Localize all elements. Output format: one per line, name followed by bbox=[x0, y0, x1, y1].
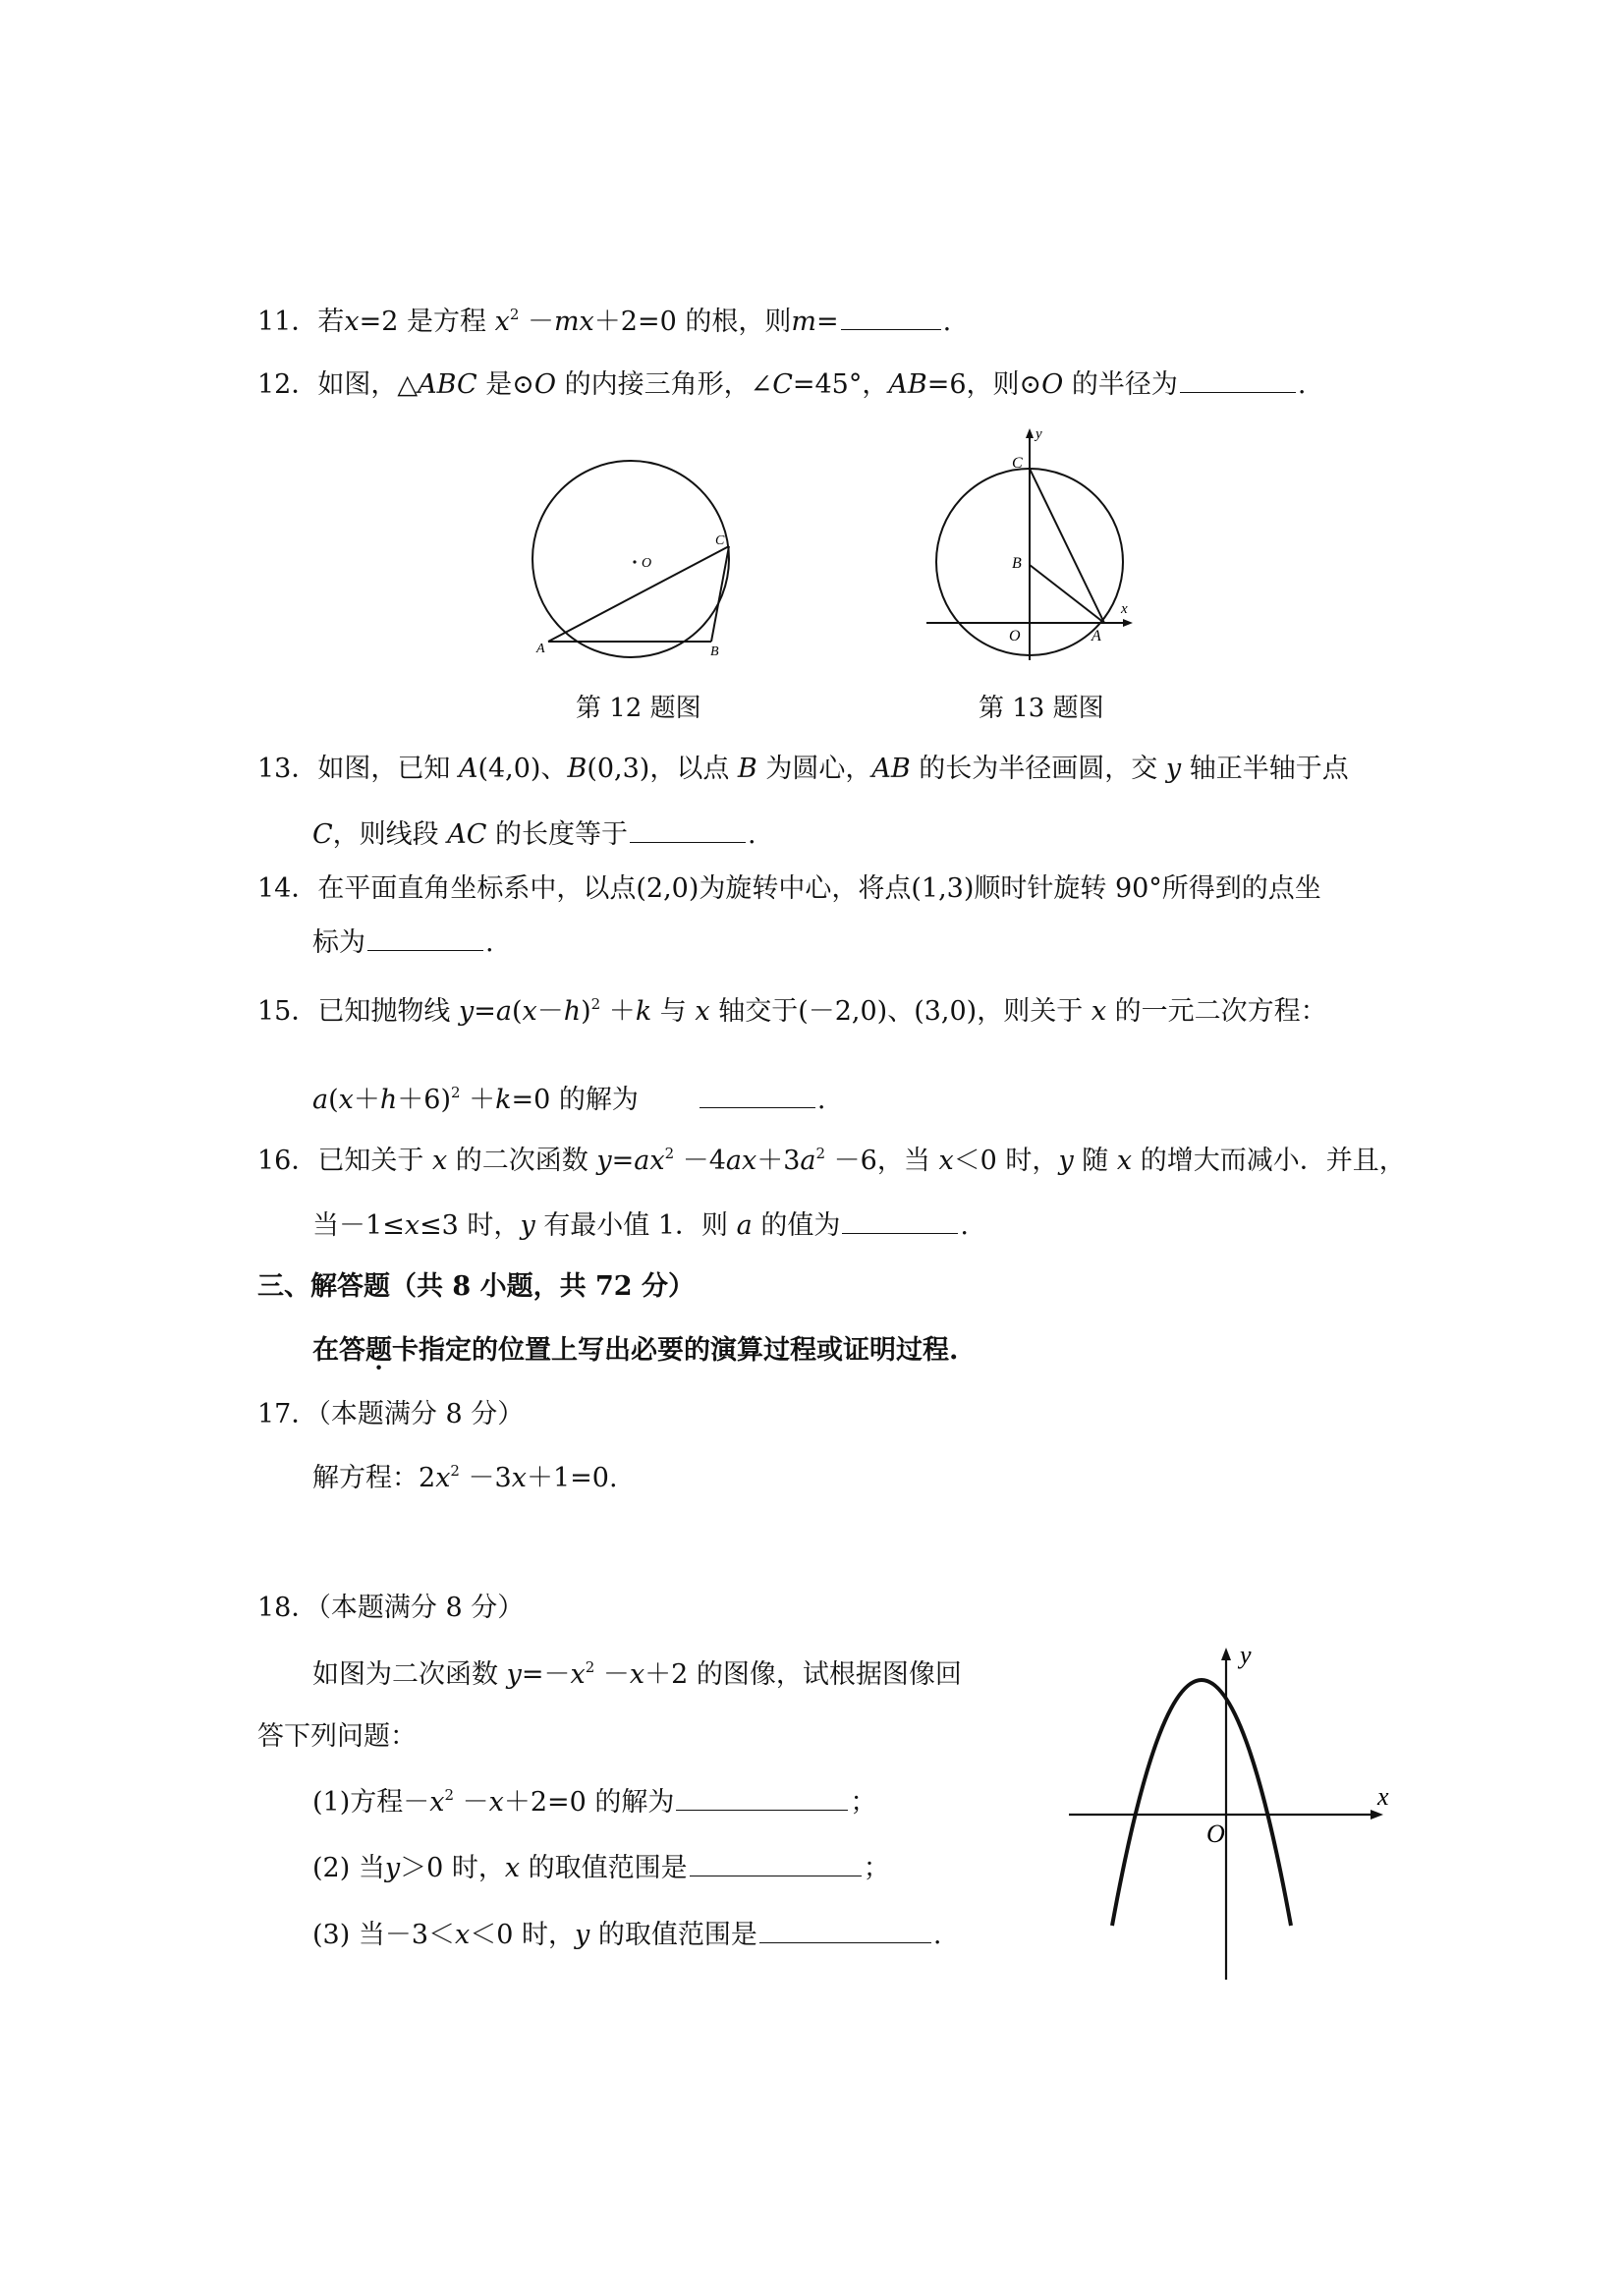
answer-blank[interactable] bbox=[841, 304, 941, 330]
question-11: 11．若x=2 是方程 $x^2 -mx+2=0$ 的根，则m= . bbox=[257, 306, 952, 337]
question-18-part-1: (1)方程$-x^2 -x+2=0$ 的解为 ； bbox=[312, 1786, 877, 1818]
answer-blank[interactable] bbox=[690, 1850, 862, 1876]
question-18-intro-line-1: 如图为二次函数 $y=-x^2 -x+2$ 的图像，试根据图像回 bbox=[312, 1658, 962, 1690]
question-18-part-3: (3) 当－3＜x＜0 时，y 的取值范围是 . bbox=[312, 1916, 941, 1955]
question-13-line-2: C，则线段 AC 的长度等于 . bbox=[312, 815, 756, 855]
emphasized-text: 答题卡 bbox=[339, 1335, 419, 1366]
circle-o bbox=[532, 461, 729, 657]
y-axis-arrow bbox=[1221, 1648, 1231, 1660]
question-number: 18． bbox=[257, 1593, 318, 1623]
question-14-line-2: 标为 . bbox=[312, 924, 494, 963]
answer-blank[interactable] bbox=[630, 816, 746, 843]
section-3-title: 三、解答题（共 8 小题，共 72 分） bbox=[257, 1271, 695, 1302]
question-18-intro-line-2: 答下列问题： bbox=[257, 1721, 417, 1752]
label-o: O bbox=[1009, 628, 1021, 644]
question-17-body: 解方程：$2x^2 -3x+1=0$. bbox=[312, 1462, 618, 1493]
label-b: B bbox=[1012, 555, 1022, 572]
figure-12-circle-diagram bbox=[511, 454, 747, 670]
question-15-line-1: 15．已知抛物线 $y=a(x-h)^2 +k$ 与 x 轴交于(－2,0)、(3,0)，则关于 x 的一元二次方程： bbox=[257, 995, 1327, 1027]
question-17-header: 17．（本题满分 8 分） bbox=[257, 1399, 525, 1429]
question-number: 14． bbox=[257, 873, 318, 904]
question-16-line-2: 当－1≤x≤3 时，y 有最小值 1．则 a 的值为 . bbox=[312, 1206, 969, 1246]
question-18-part-2: (2) 当y＞0 时，x 的取值范围是 ； bbox=[312, 1849, 890, 1888]
y-axis-arrow bbox=[1026, 428, 1034, 438]
label-o: O bbox=[1206, 1820, 1225, 1848]
question-16-line-1: 16．已知关于 x 的二次函数 $y=ax^2 -4ax+3a^2 -6$，当 x＜0 时，y 随 x 的增大而减小．并且， bbox=[257, 1145, 1406, 1176]
label-b: B bbox=[710, 644, 719, 659]
question-number: 16． bbox=[257, 1146, 318, 1176]
question-14-line-1: 14．在平面直角坐标系中，以点(2,0)为旋转中心，将点(1,3)顺时针旋转 90°所得到的点坐 bbox=[257, 873, 1321, 904]
parabola-graph bbox=[1061, 1636, 1395, 1989]
answer-blank[interactable] bbox=[367, 924, 483, 951]
label-y: y bbox=[1240, 1641, 1252, 1669]
label-x: x bbox=[1121, 601, 1128, 617]
label-x: x bbox=[1377, 1782, 1389, 1811]
answer-blank[interactable] bbox=[759, 1917, 931, 1943]
answer-blank[interactable] bbox=[1180, 366, 1296, 393]
section-3-instructions: 在答题卡指定的位置上写出必要的演算过程或证明过程. bbox=[312, 1335, 959, 1366]
answer-blank[interactable] bbox=[700, 1082, 815, 1108]
question-12: 12．如图，△ABC 是⊙O 的内接三角形，∠C=45°，AB=6，则⊙O 的半径为 . bbox=[257, 365, 1306, 405]
segment-bc bbox=[711, 546, 729, 642]
parabola-curve bbox=[1112, 1680, 1291, 1926]
label-a: A bbox=[1091, 628, 1101, 644]
figure-13-caption: 第 13 题图 bbox=[979, 694, 1104, 723]
question-number: 11． bbox=[257, 307, 318, 337]
label-c: C bbox=[1012, 455, 1023, 472]
label-c: C bbox=[715, 533, 725, 548]
question-number: 15． bbox=[257, 996, 318, 1027]
x-axis-arrow bbox=[1371, 1810, 1383, 1820]
question-number: 17． bbox=[257, 1399, 318, 1429]
segment-ca bbox=[1030, 469, 1104, 623]
answer-blank[interactable] bbox=[676, 1784, 848, 1811]
figure-13-coordinate-diagram bbox=[919, 424, 1145, 670]
segment-ba bbox=[1030, 565, 1104, 623]
question-number: 13． bbox=[257, 754, 318, 784]
question-15-line-2: $a(x+h+6)^2 +k=0$ 的解为 . bbox=[312, 1084, 826, 1115]
x-axis-arrow bbox=[1123, 619, 1133, 627]
question-18-header: 18．（本题满分 8 分） bbox=[257, 1593, 525, 1623]
label-o: O bbox=[642, 556, 652, 571]
question-13-line-1: 13．如图，已知 A(4,0)、B(0,3)，以点 B 为圆心，AB 的长为半径画圆，交 y 轴正半轴于点 bbox=[257, 754, 1349, 784]
answer-blank[interactable] bbox=[842, 1207, 958, 1234]
question-number: 12． bbox=[257, 369, 318, 400]
label-a: A bbox=[536, 642, 545, 656]
center-point bbox=[633, 560, 636, 563]
label-y: y bbox=[1035, 426, 1042, 442]
figure-12-caption: 第 12 题图 bbox=[576, 694, 701, 723]
